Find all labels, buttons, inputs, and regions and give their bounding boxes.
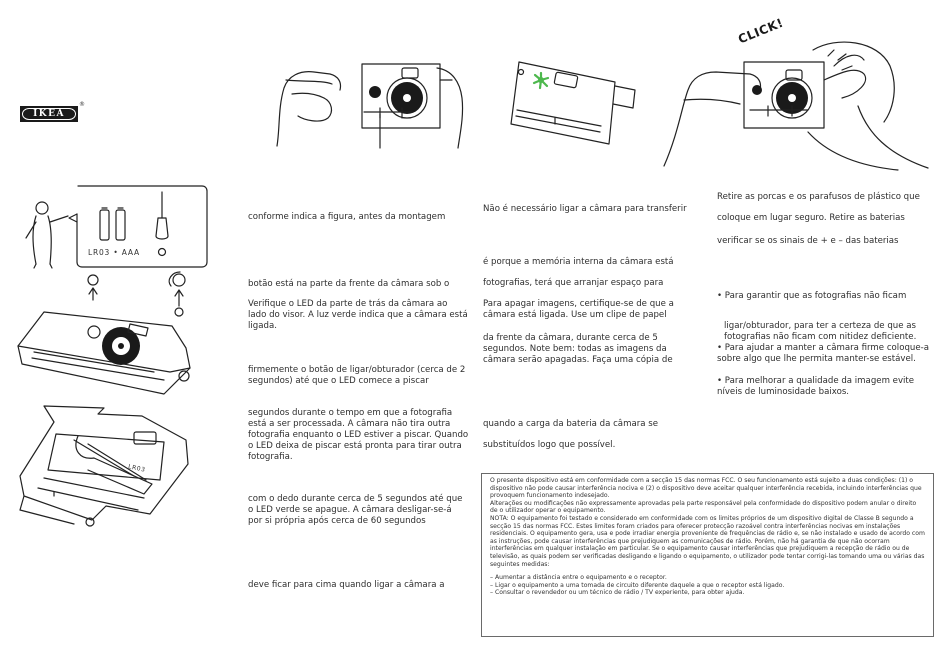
col-b-line-replace: substituídos logo que possível. bbox=[483, 440, 616, 450]
figure-with-batteries-illustration bbox=[22, 184, 208, 270]
battery-type-label: LR03 • AAA bbox=[88, 248, 140, 257]
col-b-para-front: da frente da câmara, durante cerca de 5 segundos. Note bem: todas as imagens da câmara serão apagadas. Faça uma cópia de bbox=[483, 333, 673, 365]
fcc-notice-p3: NOTA: O equipamento foi testado e considerado em conformidade com os limites próprios de um dispositivo digital de Classe B segundo a secção 15 das normas FCC. Estes limites foram criados para oferecer protecção razoável contra interferências nocivas em instalações residenciais. O equipamento gera, usa e pode irradiar energia proveniente de frequências de rádio e, se não instalado e usado de acordo com as instruções, pode causar interferências que prejudiquem as comunicações de rádio. Porém, não há garantia de que não ocorram interferências em qualquer instalação em particular. Se o equipamento causar interferências que prejudiquem a recepção de rádio ou de televisão, as quais podem ser verificadas desligando e ligando o equipamento, o utilizador pode tentar corrigi-las tomando uma ou várias das seguintes medidas: bbox=[490, 514, 925, 568]
col-b-line-2: é porque a memória interna da câmara está bbox=[483, 257, 674, 267]
col-a-para-led: Verifique o LED da parte de trás da câmara ao lado do visor. A luz verde indica que a câmara está ligada. bbox=[248, 299, 468, 331]
col-b-line-1: Não é necessário ligar a câmara para transferir bbox=[483, 204, 687, 214]
fcc-notice-item: – Aumentar a distância entre o equipamento e o receptor. bbox=[490, 574, 667, 582]
hands-holding-camera-illustration bbox=[272, 58, 472, 150]
col-a-para-power: firmemente o botão de ligar/obturador (cerca de 2 segundos) até que o LED comece a piscar bbox=[248, 365, 466, 386]
fcc-notice-item: – Consultar o revendedor ou um técnico de rádio / TV experiente, para obter ajuda. bbox=[490, 589, 745, 597]
screws-removal-illustration bbox=[14, 272, 202, 400]
col-c-bullet-2: • Para ajudar a manter a câmara firme coloque-a sobre algo que lhe permita manter-se estável. bbox=[717, 343, 930, 364]
col-a-para-processing: segundos durante o tempo em que a fotografia está a ser processada. A câmara não tira outra fotografia enquanto o LED estiver a piscar. Quando o LED deixa de piscar está pronta para tirar outra fotografia. bbox=[248, 408, 469, 462]
col-b-line-3: fotografias, terá que arranjar espaço para bbox=[483, 278, 664, 288]
logo-text: IKEA bbox=[33, 109, 65, 119]
ikea-logo bbox=[20, 106, 78, 122]
click-label: CLICK! bbox=[736, 15, 786, 47]
person-taking-photo-illustration bbox=[658, 14, 944, 174]
battery-compartment-illustration bbox=[14, 400, 194, 540]
col-c-line-1: Retire as porcas e os parafusos de plástico que bbox=[717, 192, 920, 202]
fcc-notice-p2: Alterações ou modificações não expressamente aprovadas pela parte responsável pela conformidade do dispositivo podem anular o direito de o utilizador operar o equipamento. bbox=[490, 499, 917, 515]
col-a-line-last: deve ficar para cima quando ligar a câmara a bbox=[248, 580, 445, 590]
col-b-line-battery: quando a carga da bateria da câmara se bbox=[483, 419, 659, 429]
col-c-line-3: verificar se os sinais de + e – das baterias bbox=[717, 236, 899, 246]
col-b-para-delete: Para apagar imagens, certifique-se de que a câmara está ligada. Use um clipe de papel bbox=[483, 299, 674, 320]
led-board-illustration bbox=[505, 58, 645, 150]
col-c-bullet-3: • Para melhorar a qualidade da imagem evite níveis de luminosidade baixos. bbox=[717, 376, 915, 397]
col-a-para-off: com o dedo durante cerca de 5 segundos até que o LED verde se apague. A câmara desligar-se-á por si própria após cerca de 60 segundos bbox=[248, 494, 463, 526]
fcc-notice-box bbox=[481, 473, 934, 637]
fcc-notice-p1: O presente dispositivo está em conformidade com a secção 15 das normas FCC. O seu funcionamento está sujeito a duas condições: (1) o dispositivo não pode causar interferência nociva e (2) o dispositivo deve aceitar qualquer interferência recebida, incluindo interferências que provoquem funcionamento indesejado. bbox=[490, 477, 922, 500]
col-c-line-2: coloque em lugar seguro. Retire as baterias bbox=[717, 213, 905, 223]
col-a-line-1: conforme indica a figura, antes da montagem bbox=[248, 212, 446, 222]
col-c-bullet-1: • Para garantir que as fotografias não ficam bbox=[717, 291, 907, 301]
battery-inside-label: LR03 bbox=[127, 463, 147, 474]
fcc-notice-item: – Ligar o equipamento a uma tomada de circuito diferente daquele a que o receptor está ligado. bbox=[490, 581, 785, 589]
col-c-para-shutter: ligar/obturador, para ter a certeza de que as fotografias não ficam com nitidez deficiente. bbox=[724, 321, 917, 342]
col-a-line-2: botão está na parte da frente da câmara sob o bbox=[248, 279, 450, 289]
registered-mark: ® bbox=[79, 101, 85, 108]
